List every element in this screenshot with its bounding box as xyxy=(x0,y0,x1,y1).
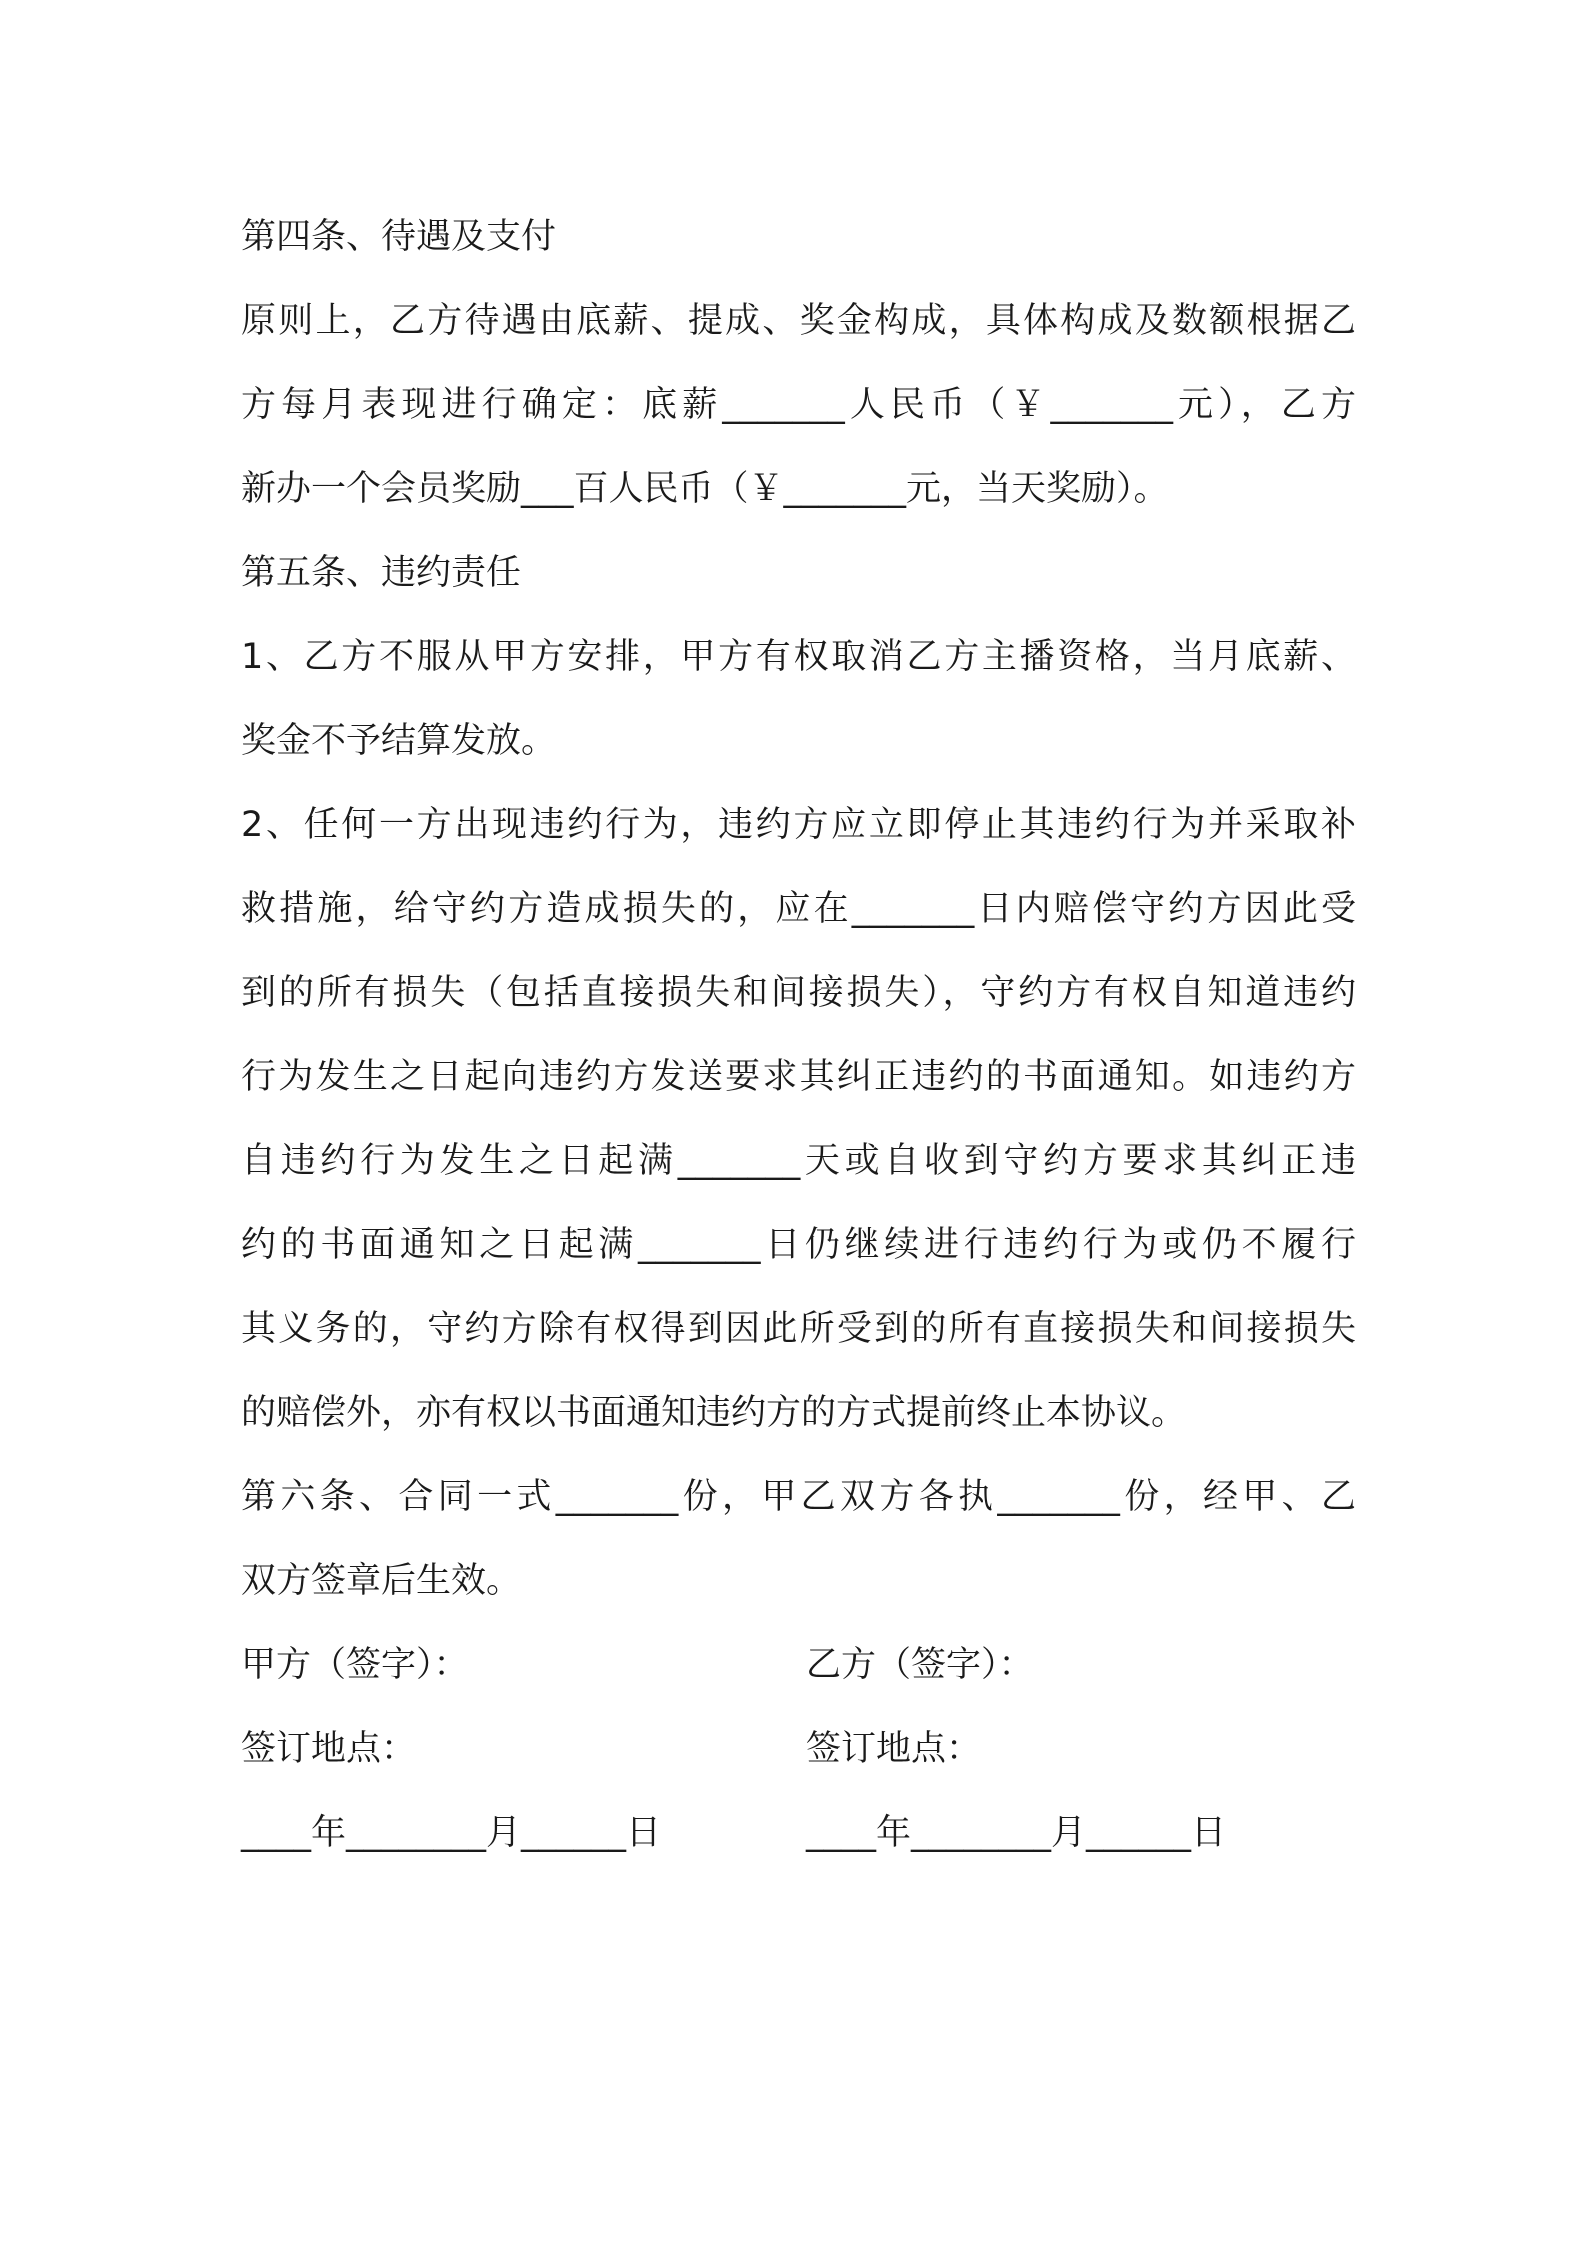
article5-clause1-line-2: 奖金不予结算发放。 xyxy=(241,721,557,761)
contract-body xyxy=(241,195,1356,1875)
party-a-signing-date: ____年________月______日 xyxy=(241,1813,662,1853)
article5-clause2-line-7: 其义务的，守约方除有权得到因此所受到的所有直接损失和间接损失 xyxy=(241,1309,1356,1349)
article5-clause2-line-8: 的赔偿外，亦有权以书面通知违约方的方式提前终止本协议。 xyxy=(241,1393,1187,1433)
article5-clause2-line-4: 行为发生之日起向违约方发送要求其纠正违约的书面通知。如违约方 xyxy=(241,1057,1356,1097)
party-b-signing-place-label: 签订地点： xyxy=(806,1729,982,1769)
article5-heading: 第五条、违约责任 xyxy=(241,553,522,593)
article6-line-2: 双方签章后生效。 xyxy=(241,1561,522,1601)
article5-clause2-line-1: 2、任何一方出现违约行为，违约方应立即停止其违约行为并采取补 xyxy=(241,805,1356,845)
signature-row xyxy=(241,1623,1356,1707)
party-a-signature-label: 甲方（签字）： xyxy=(241,1645,469,1685)
article5-clause2-line-2: 救措施，给守约方造成损失的，应在_______日内赔偿守约方因此受 xyxy=(241,889,1356,929)
article5-clause2-line-5: 自违约行为发生之日起满_______天或自收到守约方要求其纠正违 xyxy=(241,1141,1356,1181)
party-a-signing-place-label: 签订地点： xyxy=(241,1729,417,1769)
article6-line-1: 第六条、合同一式_______份，甲乙双方各执_______份，经甲、乙 xyxy=(241,1477,1356,1517)
article5-clause2-line-6: 约的书面通知之日起满_______日仍继续进行违约行为或仍不履行 xyxy=(241,1225,1356,1265)
party-b-signature-label: 乙方（签字）： xyxy=(806,1645,1034,1685)
article5-clause1-line-1: 1、乙方不服从甲方安排，甲方有权取消乙方主播资格，当月底薪、 xyxy=(241,637,1356,677)
article4-line-3: 新办一个会员奖励___百人民币（￥_______元，当天奖励）。 xyxy=(241,469,1169,509)
article5-clause2-line-3: 到的所有损失（包括直接损失和间接损失），守约方有权自知道违约 xyxy=(241,973,1356,1013)
party-b-signing-date: ____年________月______日 xyxy=(806,1813,1227,1853)
signing-date-row xyxy=(241,1791,1356,1875)
article4-line-2: 方每月表现进行确定：底薪_______人民币（￥_______元），乙方 xyxy=(241,385,1356,425)
article4-line-1: 原则上，乙方待遇由底薪、提成、奖金构成，具体构成及数额根据乙 xyxy=(241,301,1356,341)
article4-heading: 第四条、待遇及支付 xyxy=(241,217,557,257)
signing-place-row xyxy=(241,1707,1356,1791)
